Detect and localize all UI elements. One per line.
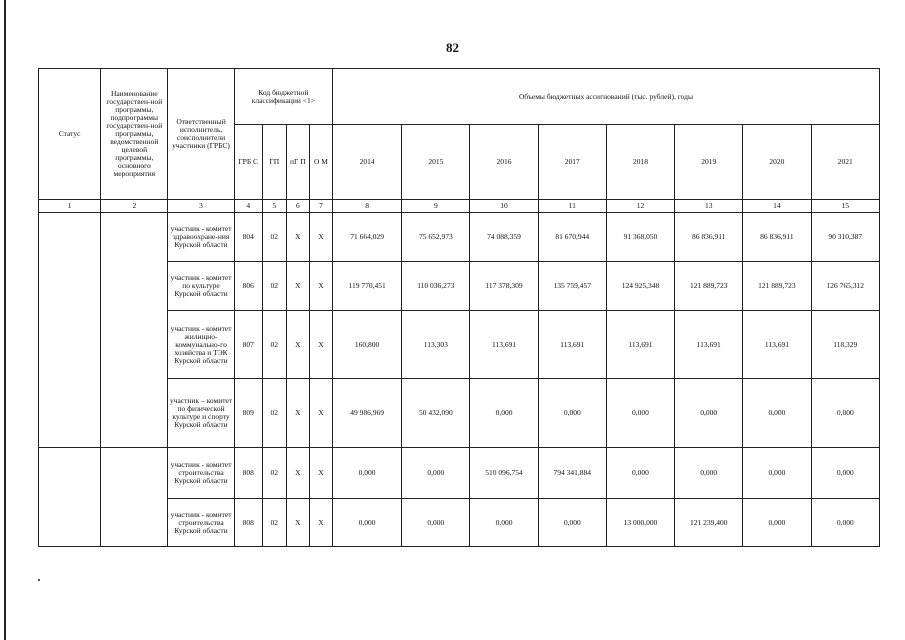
value-cell: 0,000 [743, 379, 811, 448]
column-number-row [39, 200, 880, 213]
value-cell: 0,000 [675, 379, 743, 448]
scan-dot [38, 579, 40, 581]
value-cell: 160,800 [333, 311, 402, 379]
value-cell: 0,000 [470, 379, 538, 448]
header-pgp: пГ П [286, 125, 309, 200]
executor-cell: участник - комитет жилищно-коммунально-го хозяйства и ТЭК Курской области [168, 311, 234, 379]
header-year: 2017 [538, 125, 606, 200]
column-number: 13 [675, 200, 743, 213]
header-program-name: Наименование государствен-ной программы, подпрограммы государствен-ной программы, ведомственной целевой программы, основного мероприятия [101, 69, 168, 200]
executor-cell: участник - комитет здравоохране-ния Курской области [168, 213, 234, 262]
column-number: 1 [39, 200, 101, 213]
value-cell: 794 341,884 [538, 448, 606, 499]
header-year: 2019 [675, 125, 743, 200]
value-cell: 126 765,312 [811, 262, 879, 311]
value-cell: 0,000 [743, 499, 811, 547]
om-cell: Х [309, 448, 332, 499]
value-cell: 121 239,400 [675, 499, 743, 547]
column-number: 9 [402, 200, 470, 213]
column-number: 6 [286, 200, 309, 213]
pgp-cell: Х [286, 379, 309, 448]
column-number: 8 [333, 200, 402, 213]
header-executor: Ответственный исполнитель, соисполнители участники (ГРБС) [168, 69, 234, 200]
value-cell: 113,303 [402, 311, 470, 379]
grbs-cell: 807 [234, 311, 262, 379]
header-row-top [39, 69, 880, 125]
page-number: 82 [446, 40, 459, 55]
value-cell: 0,000 [811, 448, 879, 499]
value-cell: 113,691 [538, 311, 606, 379]
status-cell [39, 213, 101, 448]
column-number: 12 [606, 200, 674, 213]
value-cell: 113,691 [470, 311, 538, 379]
grbs-cell: 808 [234, 448, 262, 499]
executor-cell: участник - комитет строительства Курской области [168, 448, 234, 499]
pgp-cell: Х [286, 448, 309, 499]
value-cell: 118,329 [811, 311, 879, 379]
value-cell: 86 836,911 [675, 213, 743, 262]
value-cell: 0,000 [538, 499, 606, 547]
value-cell: 49 986,969 [333, 379, 402, 448]
om-cell: Х [309, 499, 332, 547]
grbs-cell: 809 [234, 379, 262, 448]
pgp-cell: Х [286, 499, 309, 547]
value-cell: 0,000 [743, 448, 811, 499]
column-number: 11 [538, 200, 606, 213]
value-cell: 510 096,754 [470, 448, 538, 499]
value-cell: 113,691 [606, 311, 674, 379]
value-cell: 0,000 [606, 448, 674, 499]
value-cell: 0,000 [538, 379, 606, 448]
header-year: 2014 [333, 125, 402, 200]
program-name-cell [101, 213, 168, 448]
header-year: 2016 [470, 125, 538, 200]
value-cell: 0,000 [402, 499, 470, 547]
grbs-cell: 808 [234, 499, 262, 547]
column-number: 7 [309, 200, 332, 213]
pgp-cell: Х [286, 262, 309, 311]
value-cell: 0,000 [811, 379, 879, 448]
status-cell [39, 448, 101, 547]
value-cell: 71 664,029 [333, 213, 402, 262]
value-cell: 0,000 [333, 448, 402, 499]
header-year: 2015 [402, 125, 470, 200]
gp-cell: 02 [262, 262, 286, 311]
value-cell: 50 432,090 [402, 379, 470, 448]
gp-cell: 02 [262, 448, 286, 499]
budget-table [38, 68, 880, 547]
value-cell: 0,000 [811, 499, 879, 547]
header-status: Статус [39, 69, 101, 200]
value-cell: 117 378,309 [470, 262, 538, 311]
program-name-cell [101, 448, 168, 547]
value-cell: 74 088,359 [470, 213, 538, 262]
value-cell: 0,000 [675, 448, 743, 499]
table-row [39, 213, 880, 262]
header-year: 2020 [743, 125, 811, 200]
om-cell: Х [309, 379, 332, 448]
value-cell: 121 889,723 [675, 262, 743, 311]
executor-cell: участник – комитет по физической культуре и спорту Курской области [168, 379, 234, 448]
value-cell: 86 836,911 [743, 213, 811, 262]
value-cell: 13 000,000 [606, 499, 674, 547]
value-cell: 113,691 [743, 311, 811, 379]
page-left-border [4, 0, 6, 640]
pgp-cell: Х [286, 311, 309, 379]
column-number: 4 [234, 200, 262, 213]
column-number: 15 [811, 200, 879, 213]
header-gp: ГП [262, 125, 286, 200]
grbs-cell: 804 [234, 213, 262, 262]
value-cell: 121 889,723 [743, 262, 811, 311]
value-cell: 75 652,973 [402, 213, 470, 262]
value-cell: 91 368,050 [606, 213, 674, 262]
header-grbs: ГРБ С [234, 125, 262, 200]
value-cell: 110 036,273 [402, 262, 470, 311]
header-year: 2021 [811, 125, 879, 200]
executor-cell: участник - комитет строительства Курской области [168, 499, 234, 547]
value-cell: 0,000 [402, 448, 470, 499]
header-budget-code: Код бюджетной классификации <1> [234, 69, 332, 125]
header-volumes: Объемы бюджетных ассигнований (тыс. рублей), годы [333, 69, 880, 125]
om-cell: Х [309, 213, 332, 262]
column-number: 5 [262, 200, 286, 213]
value-cell: 124 925,348 [606, 262, 674, 311]
column-number: 3 [168, 200, 234, 213]
value-cell: 81 670,944 [538, 213, 606, 262]
grbs-cell: 806 [234, 262, 262, 311]
table-row [39, 448, 880, 499]
value-cell: 113,691 [675, 311, 743, 379]
column-number: 14 [743, 200, 811, 213]
om-cell: Х [309, 262, 332, 311]
gp-cell: 02 [262, 311, 286, 379]
header-year: 2018 [606, 125, 674, 200]
om-cell: Х [309, 311, 332, 379]
value-cell: 0,000 [470, 499, 538, 547]
value-cell: 0,000 [606, 379, 674, 448]
header-om: О М [309, 125, 332, 200]
pgp-cell: Х [286, 213, 309, 262]
value-cell: 90 310,387 [811, 213, 879, 262]
value-cell: 135 759,457 [538, 262, 606, 311]
gp-cell: 02 [262, 213, 286, 262]
gp-cell: 02 [262, 499, 286, 547]
value-cell: 0,000 [333, 499, 402, 547]
column-number: 10 [470, 200, 538, 213]
value-cell: 119 770,451 [333, 262, 402, 311]
executor-cell: участник - комитет по культуре Курской области [168, 262, 234, 311]
column-number: 2 [101, 200, 168, 213]
gp-cell: 02 [262, 379, 286, 448]
